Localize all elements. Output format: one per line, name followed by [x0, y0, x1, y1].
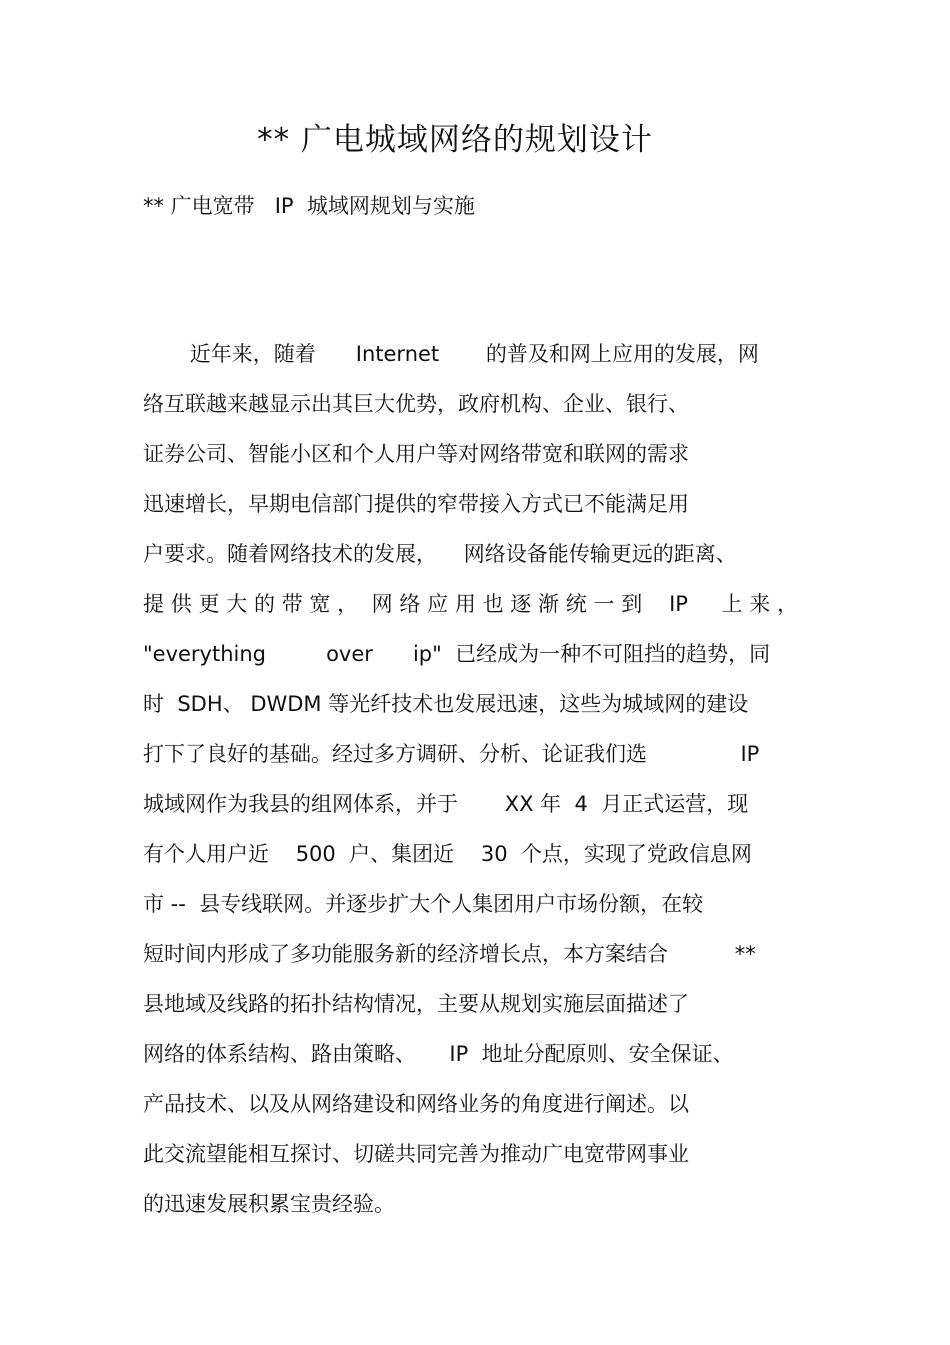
body-line: 提 供 更 大 的 带 宽 ， 网 络 应 用 也 逐 渐 统 一 到 IP 上 来 ， — [143, 592, 798, 616]
document-title: ** 广电城域网络的规划设计 — [257, 122, 653, 158]
body-line: 证券公司、智能小区和个人用户等对网络带宽和联网的需求 — [143, 442, 689, 466]
body-line: 县地域及线路的拓扑结构情况，主要从规划实施层面描述了 — [143, 992, 689, 1016]
body-line: 户要求。随着网络技术的发展， 网络设备能传输更远的距离、 — [143, 542, 737, 566]
body-line: 的迅速发展积累宝贵经验。 — [143, 1192, 395, 1216]
document-subtitle: ** 广电宽带 IP 城域网规划与实施 — [143, 194, 475, 218]
body-line: 短时间内形成了多功能服务新的经济增长点，本方案结合 ** — [143, 942, 756, 966]
body-line: 市 -- 县专线联网。并逐步扩大个人集团用户市场份额，在较 — [143, 892, 704, 916]
body-line: 网络的体系结构、路由策略、 IP 地址分配原则、安全保证、 — [143, 1042, 734, 1066]
body-line: 近年来，随着 Internet 的普及和网上应用的发展，网 — [143, 342, 759, 366]
body-line: 时 SDH、 DWDM 等光纤技术也发展迅速，这些为城域网的建设 — [143, 692, 749, 716]
body-line: "everything over ip" 已经成为一种不可阻挡的趋势，同 — [143, 642, 771, 666]
body-line: 络互联越来越显示出其巨大优势，政府机构、企业、银行、 — [143, 392, 689, 416]
body-line: 打下了良好的基础。经过多方调研、分析、论证我们选 IP — [143, 742, 760, 766]
body-line: 此交流望能相互探讨、切磋共同完善为推动广电宽带网事业 — [143, 1142, 689, 1166]
body-line: 有个人用户近 500 户、集团近 30 个点，实现了党政信息网 — [143, 842, 752, 866]
body-line: 迅速增长，早期电信部门提供的窄带接入方式已不能满足用 — [143, 492, 689, 516]
body-line: 产品技术、以及从网络建设和网络业务的角度进行阐述。以 — [143, 1092, 689, 1116]
body-line: 城域网作为我县的组网体系，并于 XX 年 4 月正式运营，现 — [143, 792, 749, 816]
